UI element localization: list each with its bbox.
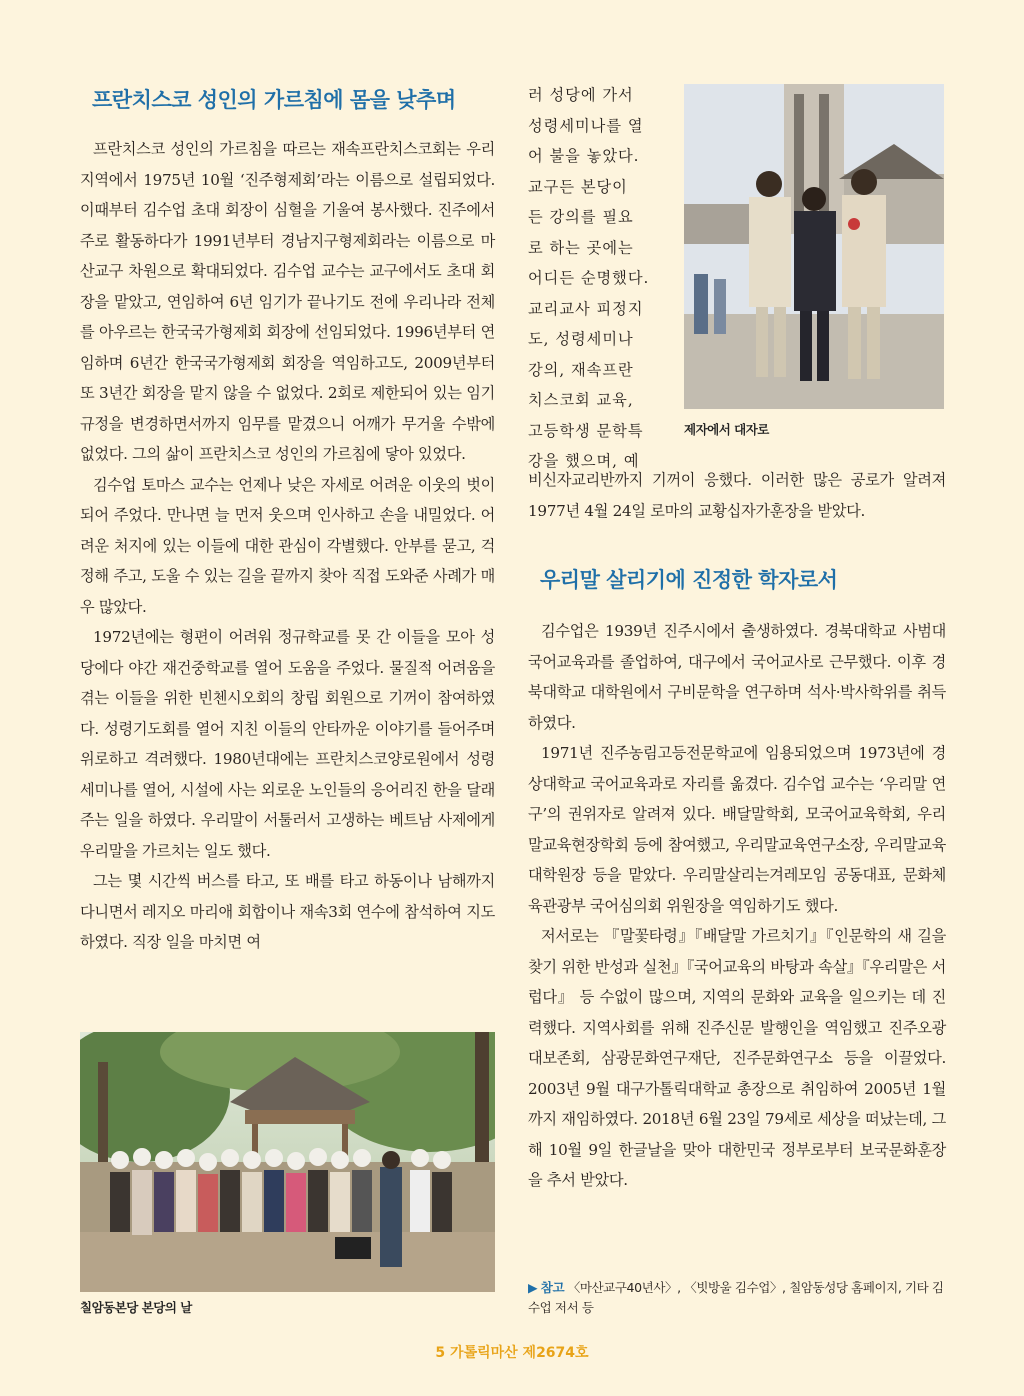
narrow-line-10: 강의, 재속프란 <box>528 360 634 379</box>
narrow-line-1: 러 성당에 가서 <box>528 86 634 104</box>
narrow-line-11: 치스코회 교육, <box>528 391 634 409</box>
right-paragraph-3: 저서로는 『말꽃타령』『배달말 가르치기』『인문학의 새 길을 찾기 위한 반성과 실천』『국어교육의 바탕과 속살』『우리말은 서럽다』 등 수없이 많으며, 지역의 문화와 교육을 일으키는 데 진력했다. 지역사회를 위해 진주신문 발행인을 역임했고 진주오광대보존회, 삼광문화연구재단, 진주문화연구소 등을 이끌었다. 2003년 9월 대구가톨릭대학교 총장으로 취임하여 2005년 1월까지 재임하였다. 2018년 6월 23일 79세로 세상을 떠났는데, 그해 10월 9일 한글날을 맞아 대한민국 정부로부터 보국문화훈장을 추서 받았다. <box>528 927 946 1189</box>
left-paragraph-3: 1972년에는 형편이 어려워 정규학교를 못 간 이들을 모아 성당에다 야간 재건중학교를 열어 도움을 주었다. 물질적 어려움을 겪는 이들을 위한 빈첸시오회의 창립 회원으로 기꺼이 참여하였다. 성령기도회를 열어 지친 이들의 안타까운 이야기를 들어주며 위로하고 격려했다. 1980년대에는 프란치스코양로원에서 성령세미나를 열어, 시설에 사는 외로운 노인들의 응어리진 한을 달래 주는 일을 하였다. 우리말이 서툴러서 고생하는 베트남 사제에게 우리말을 가르치는 일도 했다. <box>80 628 495 860</box>
students-photo-image <box>684 84 944 409</box>
left-paragraph-4: 그는 몇 시간씩 버스를 타고, 또 배를 타고 하동이나 남해까지 다니면서 레지오 마리애 회합이나 재속3회 연수에 참석하여 지도하였다. 직장 일을 마치면 여 <box>80 872 495 951</box>
section-heading-francis: 프란치스코 성인의 가르침에 몸을 낮추며 <box>92 88 456 112</box>
caption-students: 제자에서 대자로 <box>684 422 769 437</box>
note-marker: ▶ <box>528 1280 538 1295</box>
note-text: 〈마산교구40년사〉, 〈빗방울 김수업〉, 칠암동성당 홈페이지, 기타 김수업 저서 등 <box>528 1280 944 1315</box>
right-narrow-column <box>528 80 660 477</box>
narrow-line-3: 어 불을 놓았다. <box>528 147 640 165</box>
right-column <box>528 465 946 1196</box>
narrow-line-13: 강을 했으며, 예 <box>528 452 640 470</box>
reference-note <box>528 1278 946 1318</box>
parish-day-photo-image <box>80 1032 495 1292</box>
left-paragraph-2: 김수업 토마스 교수는 언제나 낮은 자세로 어려운 이웃의 벗이 되어 주었다. 만나면 늘 먼저 웃으며 인사하고 손을 내밀었다. 어려운 처지에 있는 이들에 대한 관심이 각별했다. 안부를 묻고, 걱정해 주고, 도울 수 있는 길을 끝까지 찾아 직접 도와준 사례가 매우 많았다. <box>80 475 495 616</box>
narrow-line-12: 고등학생 문학특 <box>528 421 644 440</box>
narrow-line-2: 성령세미나를 열 <box>528 116 644 135</box>
caption-parish-day: 칠암동본당 본당의 날 <box>80 1300 192 1315</box>
right-paragraph-1: 김수업은 1939년 진주시에서 출생하였다. 경북대학교 사범대 국어교육과를 졸업하여, 대구에서 국어교사로 근무했다. 이후 경북대학교 대학원에서 구비문학을 연구하며 석사·박사학위를 취득하였다. <box>528 622 946 732</box>
students-photo <box>684 84 944 409</box>
right-paragraph-2: 1971년 진주농림고등전문학교에 임용되었으며 1973년에 경상대학교 국어교육과로 자리를 옮겼다. 김수업 교수는 ‘우리말 연구’의 권위자로 알려져 있다. 배달말학회, 모국어교육학회, 우리말교육현장학회 등에 참여했고, 우리말교육연구소장, 우리말교육대학원장 등을 맡았다. 우리말살리는겨레모임 공동대표, 문화체육관광부 국어심의회 위원장을 역임하기도 했다. <box>528 744 946 915</box>
narrow-line-7: 어디든 순명했다. <box>528 269 650 287</box>
page-footer <box>0 1342 1024 1362</box>
narrow-line-8: 교리교사 피정지 <box>528 299 644 318</box>
publication-title: 가톨릭마산 제2674호 <box>450 1345 589 1361</box>
narrow-line-6: 로 하는 곳에는 <box>528 238 634 257</box>
page-number: 5 <box>435 1345 446 1361</box>
note-label: 참고 <box>540 1280 565 1295</box>
narrow-line-4: 교구든 본당이 <box>528 177 628 196</box>
right-continuation: 비신자교리반까지 기꺼이 응했다. 이러한 많은 공로가 알려져 1977년 4월 24일 로마의 교황십자가훈장을 받았다. <box>528 471 946 520</box>
narrow-line-5: 든 강의를 필요 <box>528 208 634 226</box>
left-column <box>80 80 495 958</box>
narrow-line-9: 도, 성령세미나 <box>528 330 634 348</box>
left-paragraph-1: 프란치스코 성인의 가르침을 따르는 재속프란치스코회는 우리 지역에서 1975년 10월 ‘진주형제회’라는 이름으로 설립되었다. 이때부터 김수업 초대 회장이 심혈을 기울여 봉사했다. 진주에서 주로 활동하다가 1991년부터 경남지구형제회라는 이름으로 마산교구 차원으로 확대되었다. 김수업 교수는 교구에서도 초대 회장을 맡았고, 연임하여 6년 임기가 끝나기도 전에 우리나라 전체를 아우르는 한국국가형제회 회장에 선임되었다. 1996년부터 연임하며 6년간 한국국가형제회 회장을 역임하고도, 2009년부터 또 3년간 회장을 맡지 않을 수 없었다. 2회로 제한되어 있는 임기 규정을 변경하면서까지 임무를 맡겼으니 어깨가 무거울 수밖에 없었다. 그의 삶이 프란치스코 성인의 가르침에 닿아 있었다. <box>80 140 495 463</box>
parish-day-photo <box>80 1032 495 1292</box>
section-heading-korean: 우리말 살리기에 진정한 학자로서 <box>540 568 838 592</box>
